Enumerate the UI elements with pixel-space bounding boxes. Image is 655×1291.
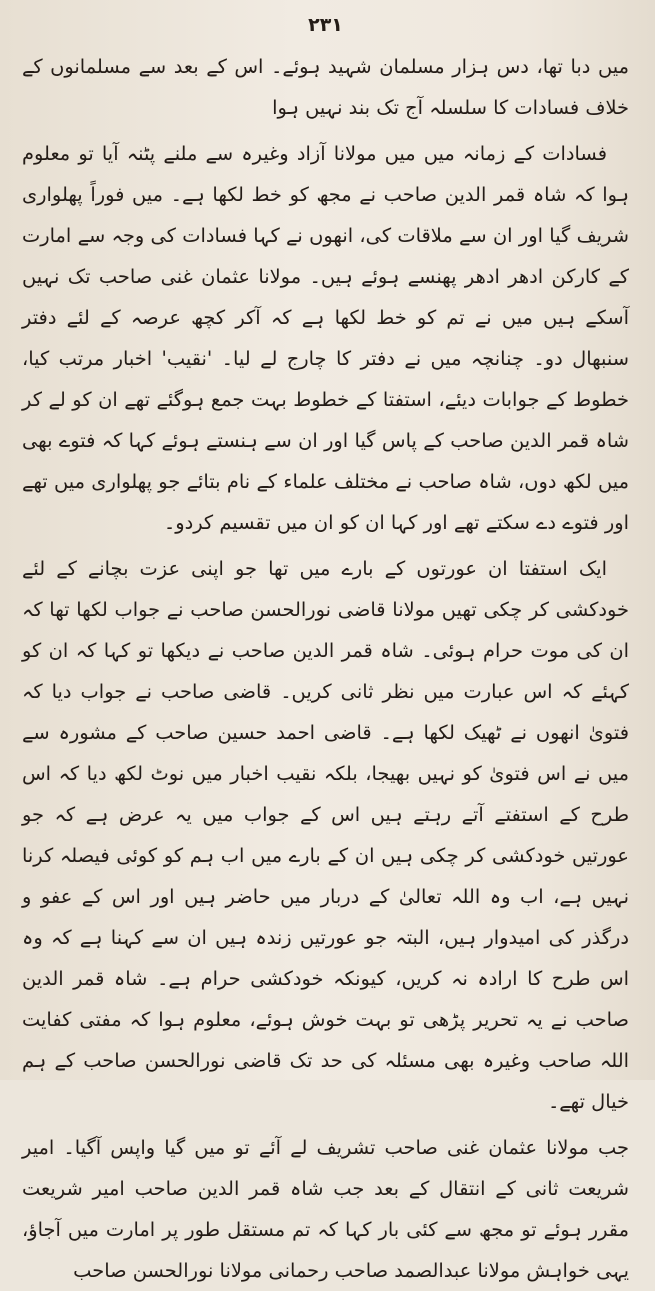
page-number: ۲۳۱ [308, 14, 343, 36]
paragraph-1: میں دبا تھا، دس ہزار مسلمان شہید ہوئے۔ اس کے بعد سے مسلمانوں کے خلاف فسادات کا سلسلہ آج تک بند نہیں ہوا [22, 55, 629, 119]
paragraph-4: جب مولانا عثمان غنی صاحب تشریف لے آئے تو میں گیا واپس آگیا۔ امیر شریعت ثانی کے انتقال کے بعد جب شاہ قمر الدین صاحب امیر شریعت مقرر ہوئے تو مجھ سے کئی بار کہا کہ تم مستقل طور پر امارت میں آجاؤ، یہی خواہش مولانا عبدالصمد صاحب رحمانی مولانا نورالحسن صاحب [22, 1136, 629, 1282]
paragraph-3: ایک استفتا ان عورتوں کے بارے میں تھا جو اپنی عزت بچانے کے لئے خودکشی کر چکی تھیں مولانا قاضی نورالحسن صاحب نے جواب لکھا تھا کہ ان کی موت حرام ہوئی۔ شاہ قمر الدین صاحب نے دیکھا تو کہا کہ ان کو کہئے کہ اس عبارت میں نظر ثانی کریں۔ قاضی صاحب نے جواب دیا کہ فتویٰ انھوں نے ٹھیک لکھا ہے۔ قاضی احمد حسین صاحب کے مشورہ سے میں نے اس فتویٰ کو نہیں بھیجا، بلکہ نقیب اخبار میں نوٹ لکھ دیا کہ اس طرح کے استفتے آتے رہتے ہیں اس کے جواب میں یہ عرض ہے کہ جو عورتیں خودکشی کر چکی ہیں ان کے بارے میں اب ہم کو کوئی فیصلہ کرنا نہیں ہے، اب وہ اللہ تعالیٰ کے دربار میں حاضر ہیں اور اس کے عفو و درگذر کی امیدوار ہیں، البتہ جو عورتیں زندہ ہیں ان سے کہنا ہے کہ وہ اس طرح کا ارادہ نہ کریں، کیونکہ خودکشی حرام ہے۔ شاہ قمر الدین صاحب نے یہ تحریر پڑھی تو بہت خوش ہوئے، معلوم ہوا کہ مفتی کفایت اللہ صاحب وغیرہ بھی مسئلہ کی حد تک قاضی نورالحسن صاحب کے ہم خیال تھے۔ [22, 557, 630, 1113]
page-body [22, 46, 629, 1291]
paragraph-2: فسادات کے زمانہ میں میں مولانا آزاد وغیرہ سے ملنے پٹنہ آیا تو معلوم ہوا کہ شاہ قمر الدین صاحب نے مجھ کو خط لکھا ہے۔ میں فوراً پھلواری شریف گیا اور ان سے ملاقات کی، انھوں نے کہا فسادات کی وجہ سے امارت کے کارکن ادھر ادھر پھنسے ہوئے ہیں۔ مولانا عثمان غنی صاحب تک نہیں آسکے ہیں میں نے تم کو خط لکھا ہے کہ آکر کچھ عرصہ کے لئے دفتر سنبھال دو۔ چنانچہ میں نے دفتر کا چارج لے لیا۔ 'نقیب' اخبار مرتب کیا، خطوط کے جوابات دیئے، استفتا کے خطوط بہت جمع ہوگئے تھے ان کو لے کر شاہ قمر الدین صاحب کے پاس گیا اور ان سے ہنستے ہوئے کہا کہ فتوے بھی میں لکھ دوں، شاہ صاحب نے مختلف علماء کے نام بتائے جو پھلواری میں تھے اور فتوے دے سکتے تھے اور کہا ان کو ان میں تقسیم کردو۔ [22, 142, 629, 534]
